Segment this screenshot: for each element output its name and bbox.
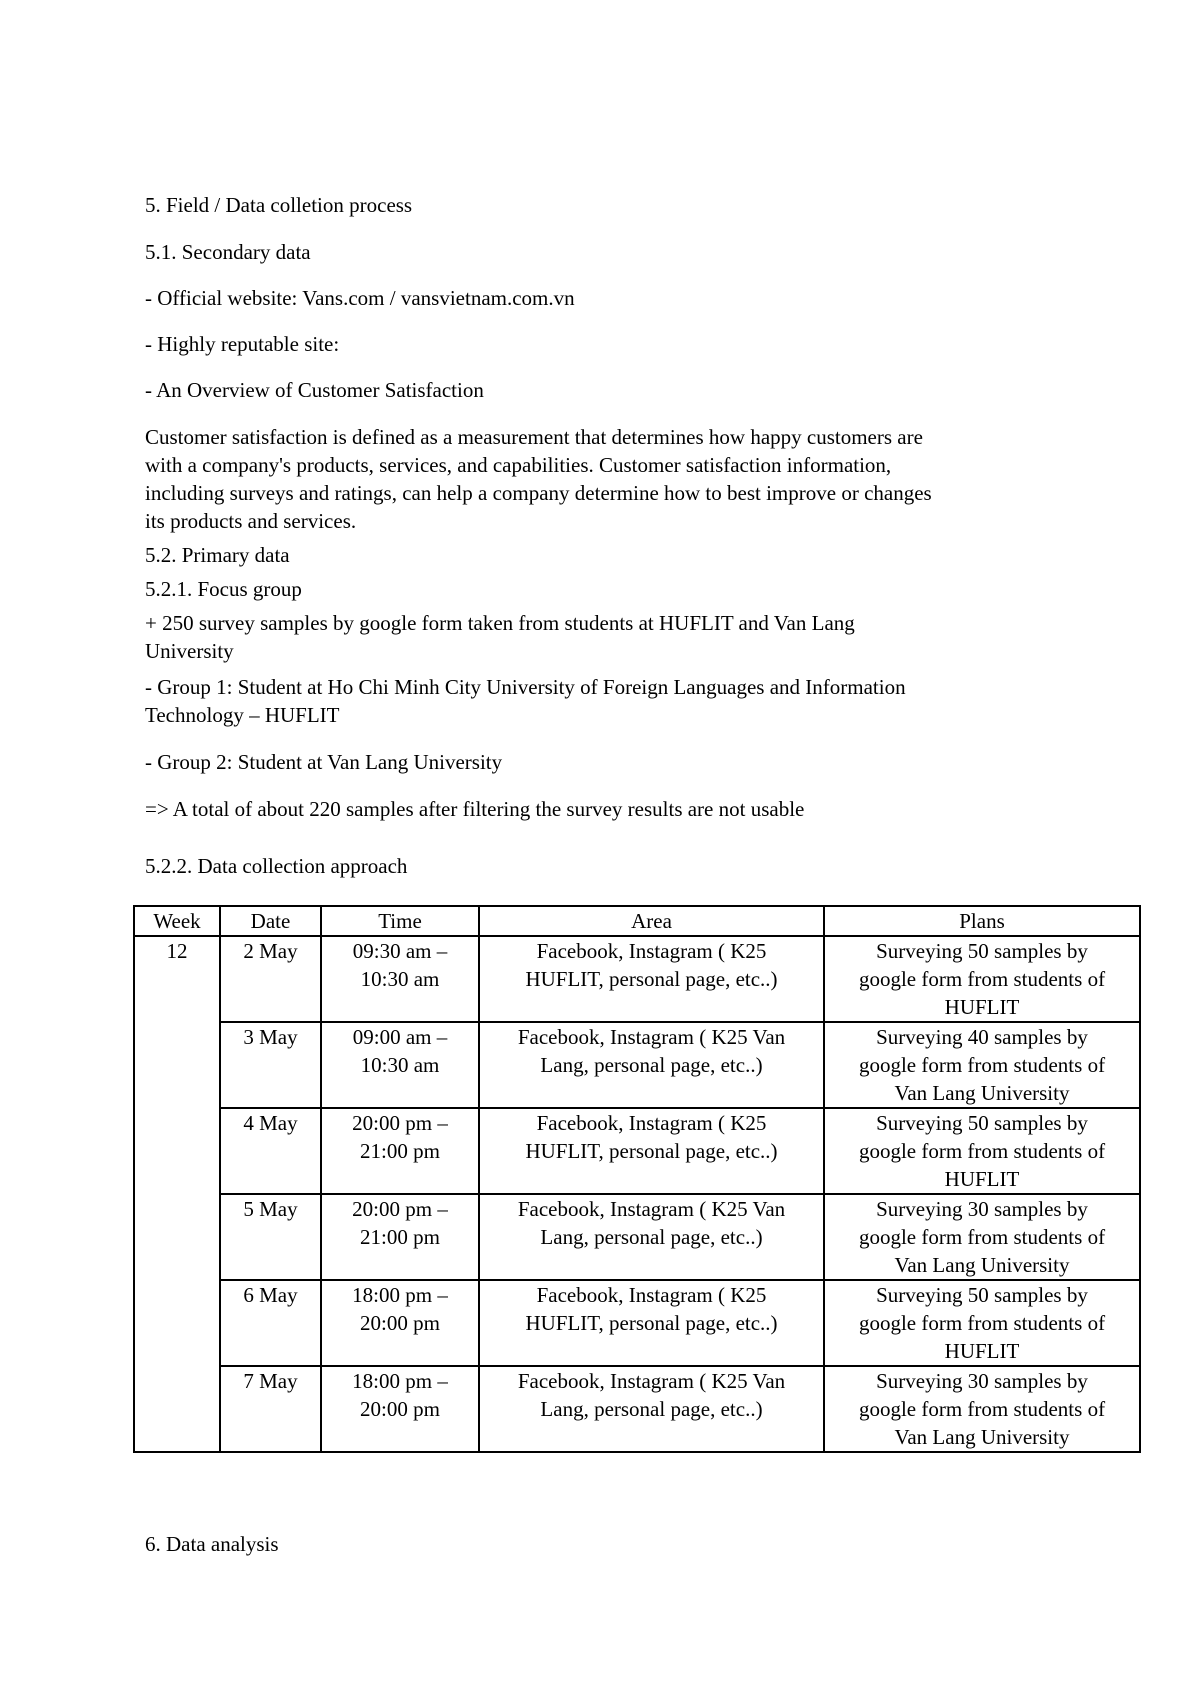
plans-line: HUFLIT xyxy=(944,1167,1020,1191)
plans-cell xyxy=(824,1108,1140,1194)
table-row xyxy=(134,1022,1140,1108)
plans-line: google form from students of xyxy=(858,1225,1106,1249)
group-2-line: - Group 2: Student at Van Lang University xyxy=(145,750,503,774)
section-5-1-heading: 5.1. Secondary data xyxy=(145,240,311,264)
paragraph-line: including surveys and ratings, can help a company determine how to best improve or changes xyxy=(145,481,932,505)
time-cell xyxy=(321,1280,479,1366)
area-line: Facebook, Instagram ( K25 Van xyxy=(517,1197,786,1221)
plans-cell xyxy=(824,936,1140,1022)
time-cell xyxy=(321,1108,479,1194)
date-cell: 5 May xyxy=(220,1194,321,1280)
area-cell xyxy=(479,936,824,1022)
time-line: 20:00 pm xyxy=(360,1397,440,1421)
area-line: Lang, personal page, etc..) xyxy=(540,1053,763,1077)
plans-cell xyxy=(824,1022,1140,1108)
area-cell xyxy=(479,1366,824,1452)
table-row xyxy=(134,1280,1140,1366)
plans-line: google form from students of xyxy=(858,1053,1106,1077)
time-line: 18:00 pm – xyxy=(352,1369,448,1393)
section-5-heading: 5. Field / Data colletion process xyxy=(145,193,413,217)
time-line: 10:30 am xyxy=(360,1053,440,1077)
date-cell: 7 May xyxy=(220,1366,321,1452)
paragraph-line: Customer satisfaction is defined as a measurement that determines how happy customers are xyxy=(145,425,923,449)
data-collection-table xyxy=(133,905,1141,1453)
paragraph-line: its products and services. xyxy=(145,509,357,533)
table-header-row xyxy=(134,906,1140,936)
area-line: HUFLIT, personal page, etc..) xyxy=(525,1139,778,1163)
section-5-2-heading: 5.2. Primary data xyxy=(145,543,290,567)
time-line: 10:30 am xyxy=(360,967,440,991)
plans-line: Van Lang University xyxy=(894,1081,1070,1105)
area-line: Facebook, Instagram ( K25 xyxy=(536,1283,767,1307)
time-line: 21:00 pm xyxy=(360,1139,440,1163)
section-5-2-1-heading: 5.2.1. Focus group xyxy=(145,577,302,601)
paragraph-line: - Group 1: Student at Ho Chi Minh City University of Foreign Languages and Information xyxy=(145,675,906,699)
paragraph-line: Technology – HUFLIT xyxy=(145,703,340,727)
date-cell: 3 May xyxy=(220,1022,321,1108)
area-cell xyxy=(479,1108,824,1194)
header-plans: Plans xyxy=(824,906,1140,936)
plans-line: Van Lang University xyxy=(894,1425,1070,1449)
plans-line: google form from students of xyxy=(858,1139,1106,1163)
overview-paragraph xyxy=(145,423,1085,535)
time-line: 21:00 pm xyxy=(360,1225,440,1249)
paragraph-line: + 250 survey samples by google form taken from students at HUFLIT and Van Lang xyxy=(145,611,855,635)
reputable-site-line: - Highly reputable site: xyxy=(145,332,340,356)
area-cell xyxy=(479,1022,824,1108)
plans-cell xyxy=(824,1194,1140,1280)
time-line: 20:00 pm – xyxy=(352,1111,448,1135)
time-cell xyxy=(321,1366,479,1452)
time-cell xyxy=(321,1194,479,1280)
plans-line: Surveying 50 samples by xyxy=(876,939,1088,963)
plans-line: HUFLIT xyxy=(944,1339,1020,1363)
table-row xyxy=(134,936,1140,1022)
paragraph-line: University xyxy=(145,639,234,663)
plans-line: google form from students of xyxy=(858,1397,1106,1421)
area-line: Lang, personal page, etc..) xyxy=(540,1397,763,1421)
date-cell: 4 May xyxy=(220,1108,321,1194)
table-row xyxy=(134,1108,1140,1194)
plans-line: Van Lang University xyxy=(894,1253,1070,1277)
area-line: HUFLIT, personal page, etc..) xyxy=(525,1311,778,1335)
header-date: Date xyxy=(220,906,321,936)
time-cell xyxy=(321,936,479,1022)
time-line: 09:00 am – xyxy=(352,1025,448,1049)
header-area: Area xyxy=(479,906,824,936)
header-week: Week xyxy=(134,906,220,936)
week-cell: 12 xyxy=(134,936,220,1452)
paragraph-line: with a company's products, services, and capabilities. Customer satisfaction information, xyxy=(145,453,892,477)
area-line: HUFLIT, personal page, etc..) xyxy=(525,967,778,991)
table-row xyxy=(134,1194,1140,1280)
table-row xyxy=(134,1366,1140,1452)
time-cell xyxy=(321,1022,479,1108)
plans-line: google form from students of xyxy=(858,1311,1106,1335)
section-6-heading: 6. Data analysis xyxy=(145,1532,279,1556)
plans-line: Surveying 50 samples by xyxy=(876,1111,1088,1135)
section-5-2-2-heading: 5.2.2. Data collection approach xyxy=(145,854,408,878)
time-line: 20:00 pm – xyxy=(352,1197,448,1221)
plans-line: HUFLIT xyxy=(944,995,1020,1019)
time-line: 18:00 pm – xyxy=(352,1283,448,1307)
area-line: Facebook, Instagram ( K25 Van xyxy=(517,1369,786,1393)
area-line: Facebook, Instagram ( K25 xyxy=(536,939,767,963)
plans-line: Surveying 30 samples by xyxy=(876,1369,1088,1393)
official-website-line: - Official website: Vans.com / vansvietnam.com.vn xyxy=(145,286,575,310)
total-note-line: => A total of about 220 samples after filtering the survey results are not usable xyxy=(145,797,805,821)
date-cell: 2 May xyxy=(220,936,321,1022)
area-line: Facebook, Instagram ( K25 xyxy=(536,1111,767,1135)
header-time: Time xyxy=(321,906,479,936)
plans-cell xyxy=(824,1366,1140,1452)
samples-paragraph xyxy=(145,609,1085,665)
plans-line: Surveying 30 samples by xyxy=(876,1197,1088,1221)
plans-cell xyxy=(824,1280,1140,1366)
date-cell: 6 May xyxy=(220,1280,321,1366)
plans-line: Surveying 40 samples by xyxy=(876,1025,1088,1049)
time-line: 20:00 pm xyxy=(360,1311,440,1335)
time-line: 09:30 am – xyxy=(352,939,448,963)
area-cell xyxy=(479,1280,824,1366)
group-1-paragraph xyxy=(145,673,1085,729)
overview-heading: - An Overview of Customer Satisfaction xyxy=(145,378,484,402)
area-cell xyxy=(479,1194,824,1280)
area-line: Lang, personal page, etc..) xyxy=(540,1225,763,1249)
area-line: Facebook, Instagram ( K25 Van xyxy=(517,1025,786,1049)
plans-line: google form from students of xyxy=(858,967,1106,991)
plans-line: Surveying 50 samples by xyxy=(876,1283,1088,1307)
